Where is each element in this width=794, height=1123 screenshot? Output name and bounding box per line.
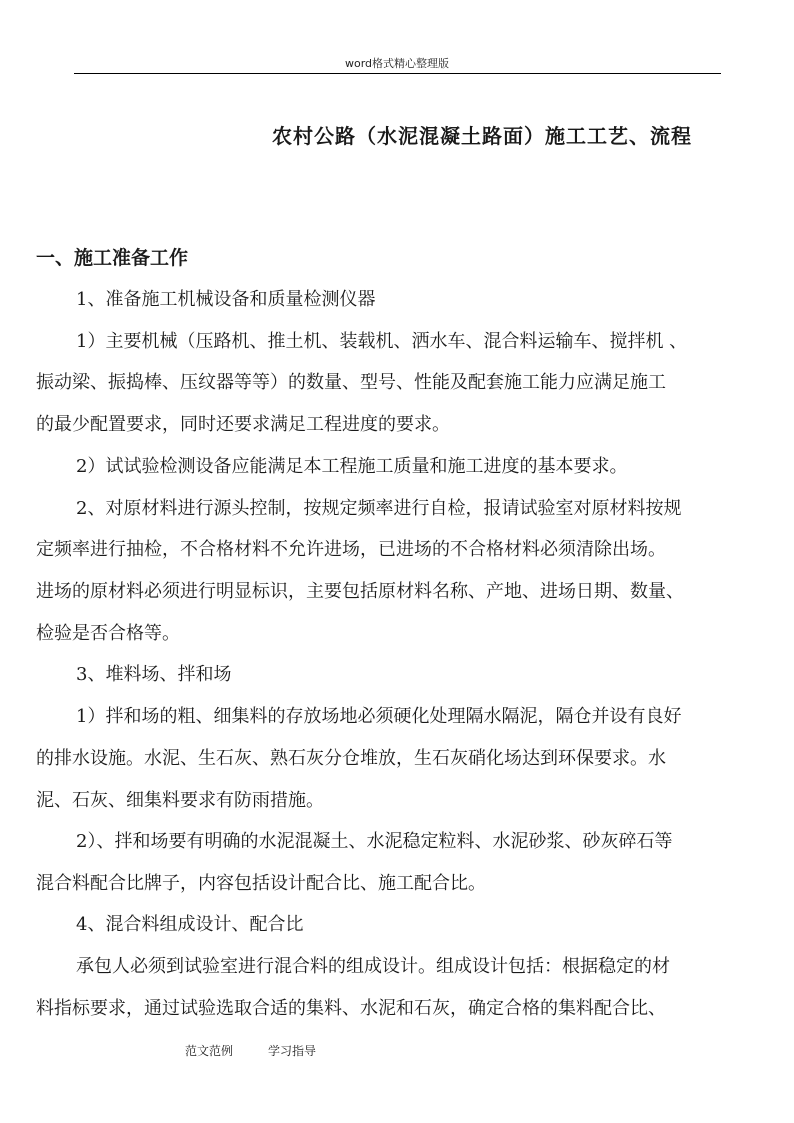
paragraph-line: 进场的原材料必须进行明显标识，主要包括原材料名称、产地、进场日期、数量、 [36, 581, 684, 602]
paragraph-line: 3、堆料场、拌和场 [76, 664, 232, 685]
paragraph-line: 2）试试验检测设备应能满足本工程施工质量和施工进度的基本要求。 [76, 456, 628, 477]
section-heading: 一、施工准备工作 [36, 247, 189, 269]
paragraph-line: 的最少配置要求，同时还要求满足工程进度的要求。 [36, 414, 450, 435]
paragraph-line: 振动梁、振捣棒、压纹器等等）的数量、型号、性能及配套施工能力应满足施工 [36, 372, 666, 393]
paragraph-line: 1、准备施工机械设备和质量检测仪器 [76, 289, 376, 310]
paragraph-line: 1）拌和场的粗、细集料的存放场地必须硬化处理隔水隔泥，隔仓并设有良好 [76, 706, 682, 727]
paragraph-line: 的排水设施。水泥、生石灰、熟石灰分仓堆放，生石灰硝化场达到环保要求。水 [36, 748, 666, 769]
document-title: 农村公路（水泥混凝土路面）施工工艺、流程 [272, 124, 692, 148]
paragraph-line: 2、对原材料进行源头控制，按规定频率进行自检，报请试验室对原材料按规 [76, 498, 682, 519]
paragraph-line: 承包人必须到试验室进行混合料的组成设计。组成设计包括：根据稳定的材 [76, 956, 670, 977]
header-divider [74, 73, 721, 74]
paragraph-line: 料指标要求，通过试验选取合适的集料、水泥和石灰，确定合格的集料配合比、 [36, 998, 666, 1019]
page-header: word格式精心整理版 [344, 57, 450, 70]
paragraph-line: 1）主要机械（压路机、推土机、装载机、洒水车、混合料运输车、搅拌机 、 [76, 331, 688, 352]
paragraph-line: 泥、石灰、细集料要求有防雨措施。 [36, 790, 324, 811]
footer-right-text: 学习指导 [268, 1044, 317, 1058]
paragraph-line: 定频率进行抽检，不合格材料不允许进场，已进场的不合格材料必须清除出场。 [36, 539, 666, 560]
paragraph-line: 2）、拌和场要有明确的水泥混凝土、水泥稳定粒料、水泥砂浆、砂灰碎石等 [76, 831, 673, 852]
paragraph-line: 4、混合料组成设计、配合比 [76, 914, 304, 935]
footer-left-text: 范文范例 [185, 1044, 234, 1058]
paragraph-line: 混合料配合比牌子，内容包括设计配合比、施工配合比。 [36, 873, 486, 894]
paragraph-line: 检验是否合格等。 [36, 623, 180, 644]
